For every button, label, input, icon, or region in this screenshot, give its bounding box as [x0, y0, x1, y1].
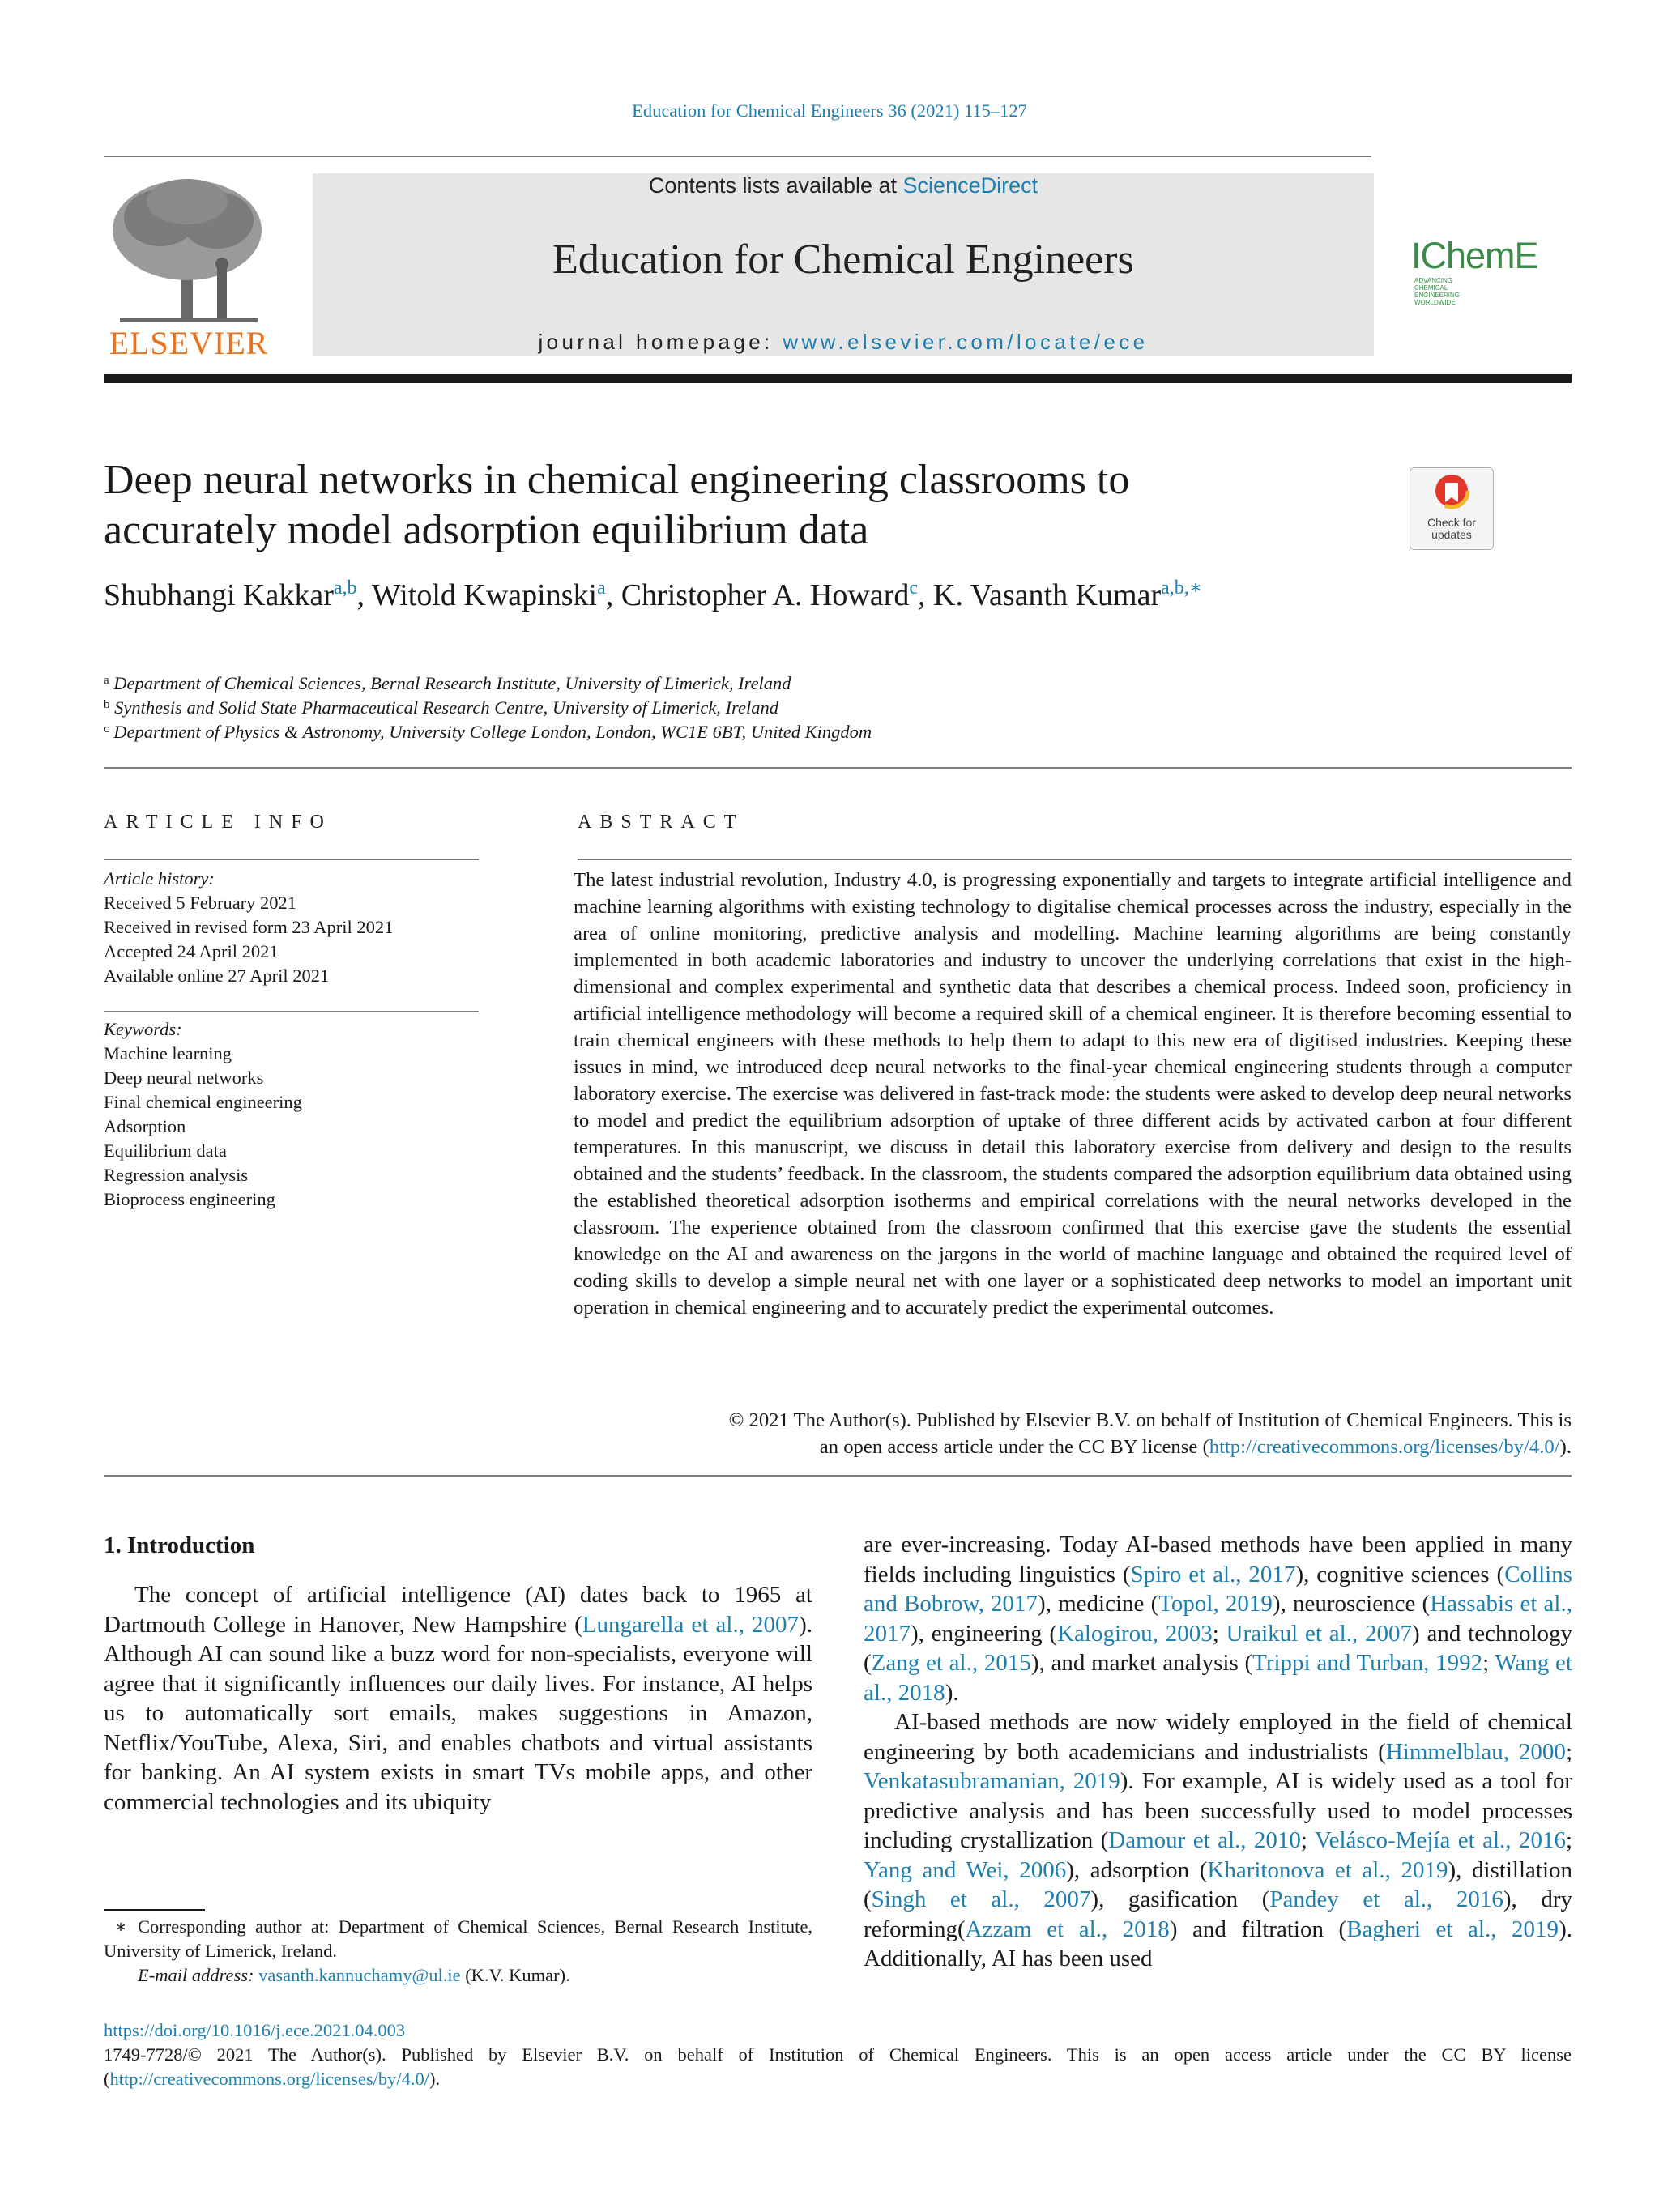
- citation-link[interactable]: Velásco-Mejía et al., 2016: [1314, 1827, 1566, 1853]
- right-column: [864, 1530, 1572, 1974]
- keyword-item: Deep neural networks: [104, 1068, 264, 1088]
- footnote-rule: [104, 1909, 205, 1911]
- paper-title: [104, 455, 1367, 556]
- author-affiliation-marker[interactable]: a,b,∗: [1161, 578, 1203, 599]
- author-name: Witold Kwapinski: [371, 578, 598, 612]
- section-heading-introduction: 1. Introduction: [104, 1532, 255, 1558]
- citation-link[interactable]: Bagheri et al., 2019: [1346, 1916, 1559, 1942]
- sciencedirect-link[interactable]: ScienceDirect: [902, 173, 1038, 198]
- left-column: [104, 1580, 812, 1817]
- paragraph: are ever-increasing. Today AI-based methods have been applied in many fields including linguistics (Spiro et al., 2017), cognitive sciences (Collins and Bobrow, 2017), medicine (Topol, 2019), neuroscience (Hassabis et al., 2017), engineering (Kalogirou, 2003; Uraikul et al., 2007) and technology (Zang et al., 2015), and market analysis (Trippi and Turban, 1992; Wang et al., 2018).: [864, 1532, 1573, 1706]
- keyword-item: Equilibrium data: [104, 1140, 227, 1161]
- keywords-rule: [104, 1011, 479, 1012]
- homepage-link[interactable]: www.elsevier.com/locate/ece: [783, 330, 1149, 354]
- article-history: [104, 867, 484, 988]
- journal-title: Education for Chemical Engineers: [552, 237, 1134, 283]
- abstract-license: © 2021 The Author(s). Published by Elsevier B.V. on behalf of Institution of Chemical Engineers. This is an open access article under the CC BY license (http://creativecommons.org/licenses/by/4.0/).: [728, 1409, 1572, 1458]
- author-affiliation-marker[interactable]: c: [909, 578, 919, 599]
- copyright-notice: 1749-7728/© 2021 The Author(s). Published by Elsevier B.V. on behalf of Institution of Chemical Engineers. This is an open access article under the CC BY license (http://creativecommons.org/licenses/by/4.0/).: [104, 2044, 1572, 2089]
- citation-link[interactable]: Azzam et al., 2018: [965, 1916, 1170, 1942]
- paragraph: The concept of artificial intelligence (AI) dates back to 1965 at Dartmouth College in Hanover, New Hampshire (Lungarella et al., 2007). Although AI can sound like a buzz word for non-specialists, everyone will agree that it significantly influences our daily lives. For instance, AI helps us to automatically sort emails, makes suggestions in Amazon, Netflix/YouTube, Alexa, Siri, and enables chatbots and virtual assistants for banking. An AI system exists in smart TVs mobile apps, and other commercial technologies and its ubiquity: [104, 1582, 812, 1815]
- citation-link[interactable]: Topol, 2019: [1158, 1591, 1273, 1617]
- citation-link[interactable]: Venkatasubramanian, 2019: [864, 1768, 1120, 1794]
- bookmark-icon: [1433, 473, 1470, 515]
- elsevier-logo[interactable]: [104, 173, 274, 361]
- keyword-item: Final chemical engineering: [104, 1092, 302, 1112]
- homepage-prefix: journal homepage:: [538, 330, 783, 354]
- keyword-item: Adsorption: [104, 1116, 186, 1136]
- masthead: [313, 173, 1374, 356]
- check-for-updates-button[interactable]: Check for updates: [1410, 467, 1494, 550]
- history-label: Article history:: [104, 868, 215, 889]
- citation-link[interactable]: Lungarella et al., 2007: [582, 1611, 800, 1638]
- abstract-heading: ABSTRACT: [578, 812, 744, 833]
- affiliation-item: $^c$ Department of Physics & Astronomy, University College London, London, WC1E 6BT, United Kingdom: [104, 722, 872, 742]
- paragraph: AI-based methods are now widely employed in the field of chemical engineering by both academicians and industrialists (Himmelblau, 2000; Venkatasubramanian, 2019). For example, AI is widely used as a tool for predictive analysis and has been successfully used to model processes including crystallization (Damour et al., 2010; Velásco-Mejía et al., 2016; Yang and Wei, 2006), adsorption (Kharitonova et al., 2019), distillation (Singh et al., 2007), gasification (Pandey et al., 2016), dry reforming(Azzam et al., 2018) and filtration (Bagheri et al., 2019). Additionally, AI has been used: [864, 1709, 1573, 1971]
- article-info-heading: ARTICLE INFO: [104, 812, 332, 833]
- icheme-logo[interactable]: [1411, 235, 1581, 306]
- icheme-wordmark: IChemE: [1411, 235, 1538, 276]
- citation-link[interactable]: Damour et al., 2010: [1108, 1827, 1301, 1853]
- elsevier-wordmark: ELSEVIER: [109, 325, 269, 361]
- abstract-text: The latest industrial revolution, Industry 4.0, is progressing exponentially and targets to integrate artificial intelligence and machine learning algorithms with existing technology to digitalise chemical processes across the industry, especially in the area of online monitoring, predictive analysis and modelling. Machine learning algorithms are being constantly implemented in both academic laboratories and industry to uncover the underlying correlations that exist in the high-dimensional and complex experimental and synthetic data that describes a chemical process. Indeed soon, proficiency in artificial intelligence methodology will become a required skill of a chemical engineer. It is therefore becoming essential to train chemical engineers with these methods to help them to adapt to this new era of digitised industries. Keeping these issues in mind, we introduced deep neural networks to the final-year chemical engineering students through a computer laboratory exercise. The exercise was delivered in fast-track mode: the students were asked to develop deep neural networks to model and predict the equilibrium adsorption of uptake of three different acids by activated carbon at four different temperatures. In this manuscript, we discuss in detail this laboratory exercise from delivery and design to the results obtained and the students’ feedback. In the classroom, the students compared the adsorption equilibrium data obtained using the established theoretical adsorption isotherms and empirical correlations with the neural networks developed in the classroom. The experience obtained from the classroom confirmed that this exercise gave the students the essential knowledge on the AI and awareness on the jargons in the world of machine language and obtained the required level of coding skills to develop a simple neural net with one layer or a sophisticated deep networks to model an important unit operation in chemical engineering and to accurately predict the experimental outcomes.: [574, 869, 1572, 1319]
- author-name: Christopher A. Howard: [621, 578, 910, 612]
- masthead-thick-rule: [104, 374, 1572, 383]
- citation-link[interactable]: Zang et al., 2015: [871, 1650, 1031, 1676]
- contents-prefix: Contents lists available at: [648, 173, 903, 198]
- license-line-1: © 2021 The Author(s). Published by Elsevier B.V. on behalf of Institution of Chemical Engineers. This is: [728, 1409, 1572, 1431]
- history-received: Received 5 February 2021: [104, 893, 297, 913]
- contents-line: [313, 173, 1374, 198]
- affiliation-rule: [104, 767, 1572, 769]
- article-info-rule: [104, 859, 479, 860]
- citation-link[interactable]: Trippi and Turban, 1992: [1252, 1650, 1483, 1676]
- footnote-email: E-mail address: vasanth.kannuchamy@ul.ie (K.V. Kumar).: [138, 1965, 570, 1985]
- citation-link[interactable]: Pandey et al., 2016: [1269, 1886, 1503, 1912]
- citation-link[interactable]: Himmelblau, 2000: [1385, 1738, 1566, 1765]
- icheme-tagline: ADVANCING CHEMICAL ENGINEERING WORLDWIDE: [1414, 277, 1461, 306]
- author-affiliation-marker[interactable]: a,b: [333, 578, 357, 599]
- history-revised: Received in revised form 23 April 2021: [104, 917, 394, 937]
- top-rule: [104, 156, 1371, 157]
- citation-link[interactable]: Spiro et al., 2017: [1130, 1561, 1296, 1588]
- citation-link[interactable]: Singh et al., 2007: [871, 1886, 1091, 1912]
- citation-link[interactable]: Uraikul et al., 2007: [1226, 1620, 1412, 1647]
- author-name: Shubhangi Kakkar: [104, 578, 334, 612]
- history-accepted: Accepted 24 April 2021: [104, 941, 279, 961]
- citation-link[interactable]: Hassabis et al., 2017: [864, 1591, 1572, 1647]
- citation-link[interactable]: Kalogirou, 2003: [1057, 1620, 1213, 1647]
- doi-link[interactable]: https://doi.org/10.1016/j.ece.2021.04.003: [104, 2020, 406, 2040]
- title-line-1: Deep neural networks in chemical engineering classrooms to: [104, 457, 1130, 503]
- history-online: Available online 27 April 2021: [104, 965, 330, 986]
- keyword-item: Bioprocess engineering: [104, 1189, 275, 1209]
- keywords-label: Keywords:: [104, 1019, 182, 1039]
- citation-link[interactable]: Yang and Wei, 2006: [864, 1856, 1067, 1883]
- abstract-bottom-rule: [104, 1475, 1572, 1477]
- title-line-2: accurately model adsorption equilibrium data: [104, 507, 869, 553]
- cc-by-license-link[interactable]: http://creativecommons.org/licenses/by/4.0/: [1209, 1436, 1560, 1458]
- keyword-item: Regression analysis: [104, 1165, 249, 1185]
- copyright-license-link[interactable]: http://creativecommons.org/licenses/by/4.0/: [109, 2069, 430, 2089]
- running-head[interactable]: Education for Chemical Engineers 36 (2021) 115–127: [632, 100, 1027, 121]
- homepage-line: [313, 330, 1374, 355]
- author-name: K. Vasanth Kumar: [933, 578, 1162, 612]
- author-affiliation-marker[interactable]: a: [597, 578, 606, 599]
- citation-link[interactable]: Wang et al., 2018: [864, 1650, 1572, 1706]
- affiliation-item: $^a$ Department of Chemical Sciences, Bernal Research Institute, University of Limerick, Ireland: [104, 673, 791, 693]
- affiliation-item: $^b$ Synthesis and Solid State Pharmaceutical Research Centre, University of Limerick, Ireland: [104, 697, 778, 718]
- corresponding-author-footnote: ∗ Corresponding author at: Department of Chemical Sciences, Bernal Research Institute, University of Limerick, Ireland.: [104, 1916, 812, 1961]
- email-link[interactable]: vasanth.kannuchamy@ul.ie: [258, 1965, 461, 1985]
- keywords: [104, 1017, 484, 1212]
- affiliations: [104, 671, 1562, 744]
- author-list: Shubhangi Kakkar$^{a,b}$, Witold Kwapinski$^a$, Christopher A. Howard$^c$, K. Vasanth Kumar$^{a,b,∗}$: [104, 578, 1203, 612]
- elsevier-tree-icon: [104, 173, 274, 327]
- abstract-rule: [578, 859, 1572, 860]
- citation-link[interactable]: Kharitonova et al., 2019: [1207, 1856, 1448, 1883]
- license-line-2-prefix: an open access article under the CC BY license (: [819, 1436, 1209, 1458]
- keyword-item: Machine learning: [104, 1043, 232, 1063]
- citation-link[interactable]: Collins and Bobrow, 2017: [864, 1561, 1573, 1617]
